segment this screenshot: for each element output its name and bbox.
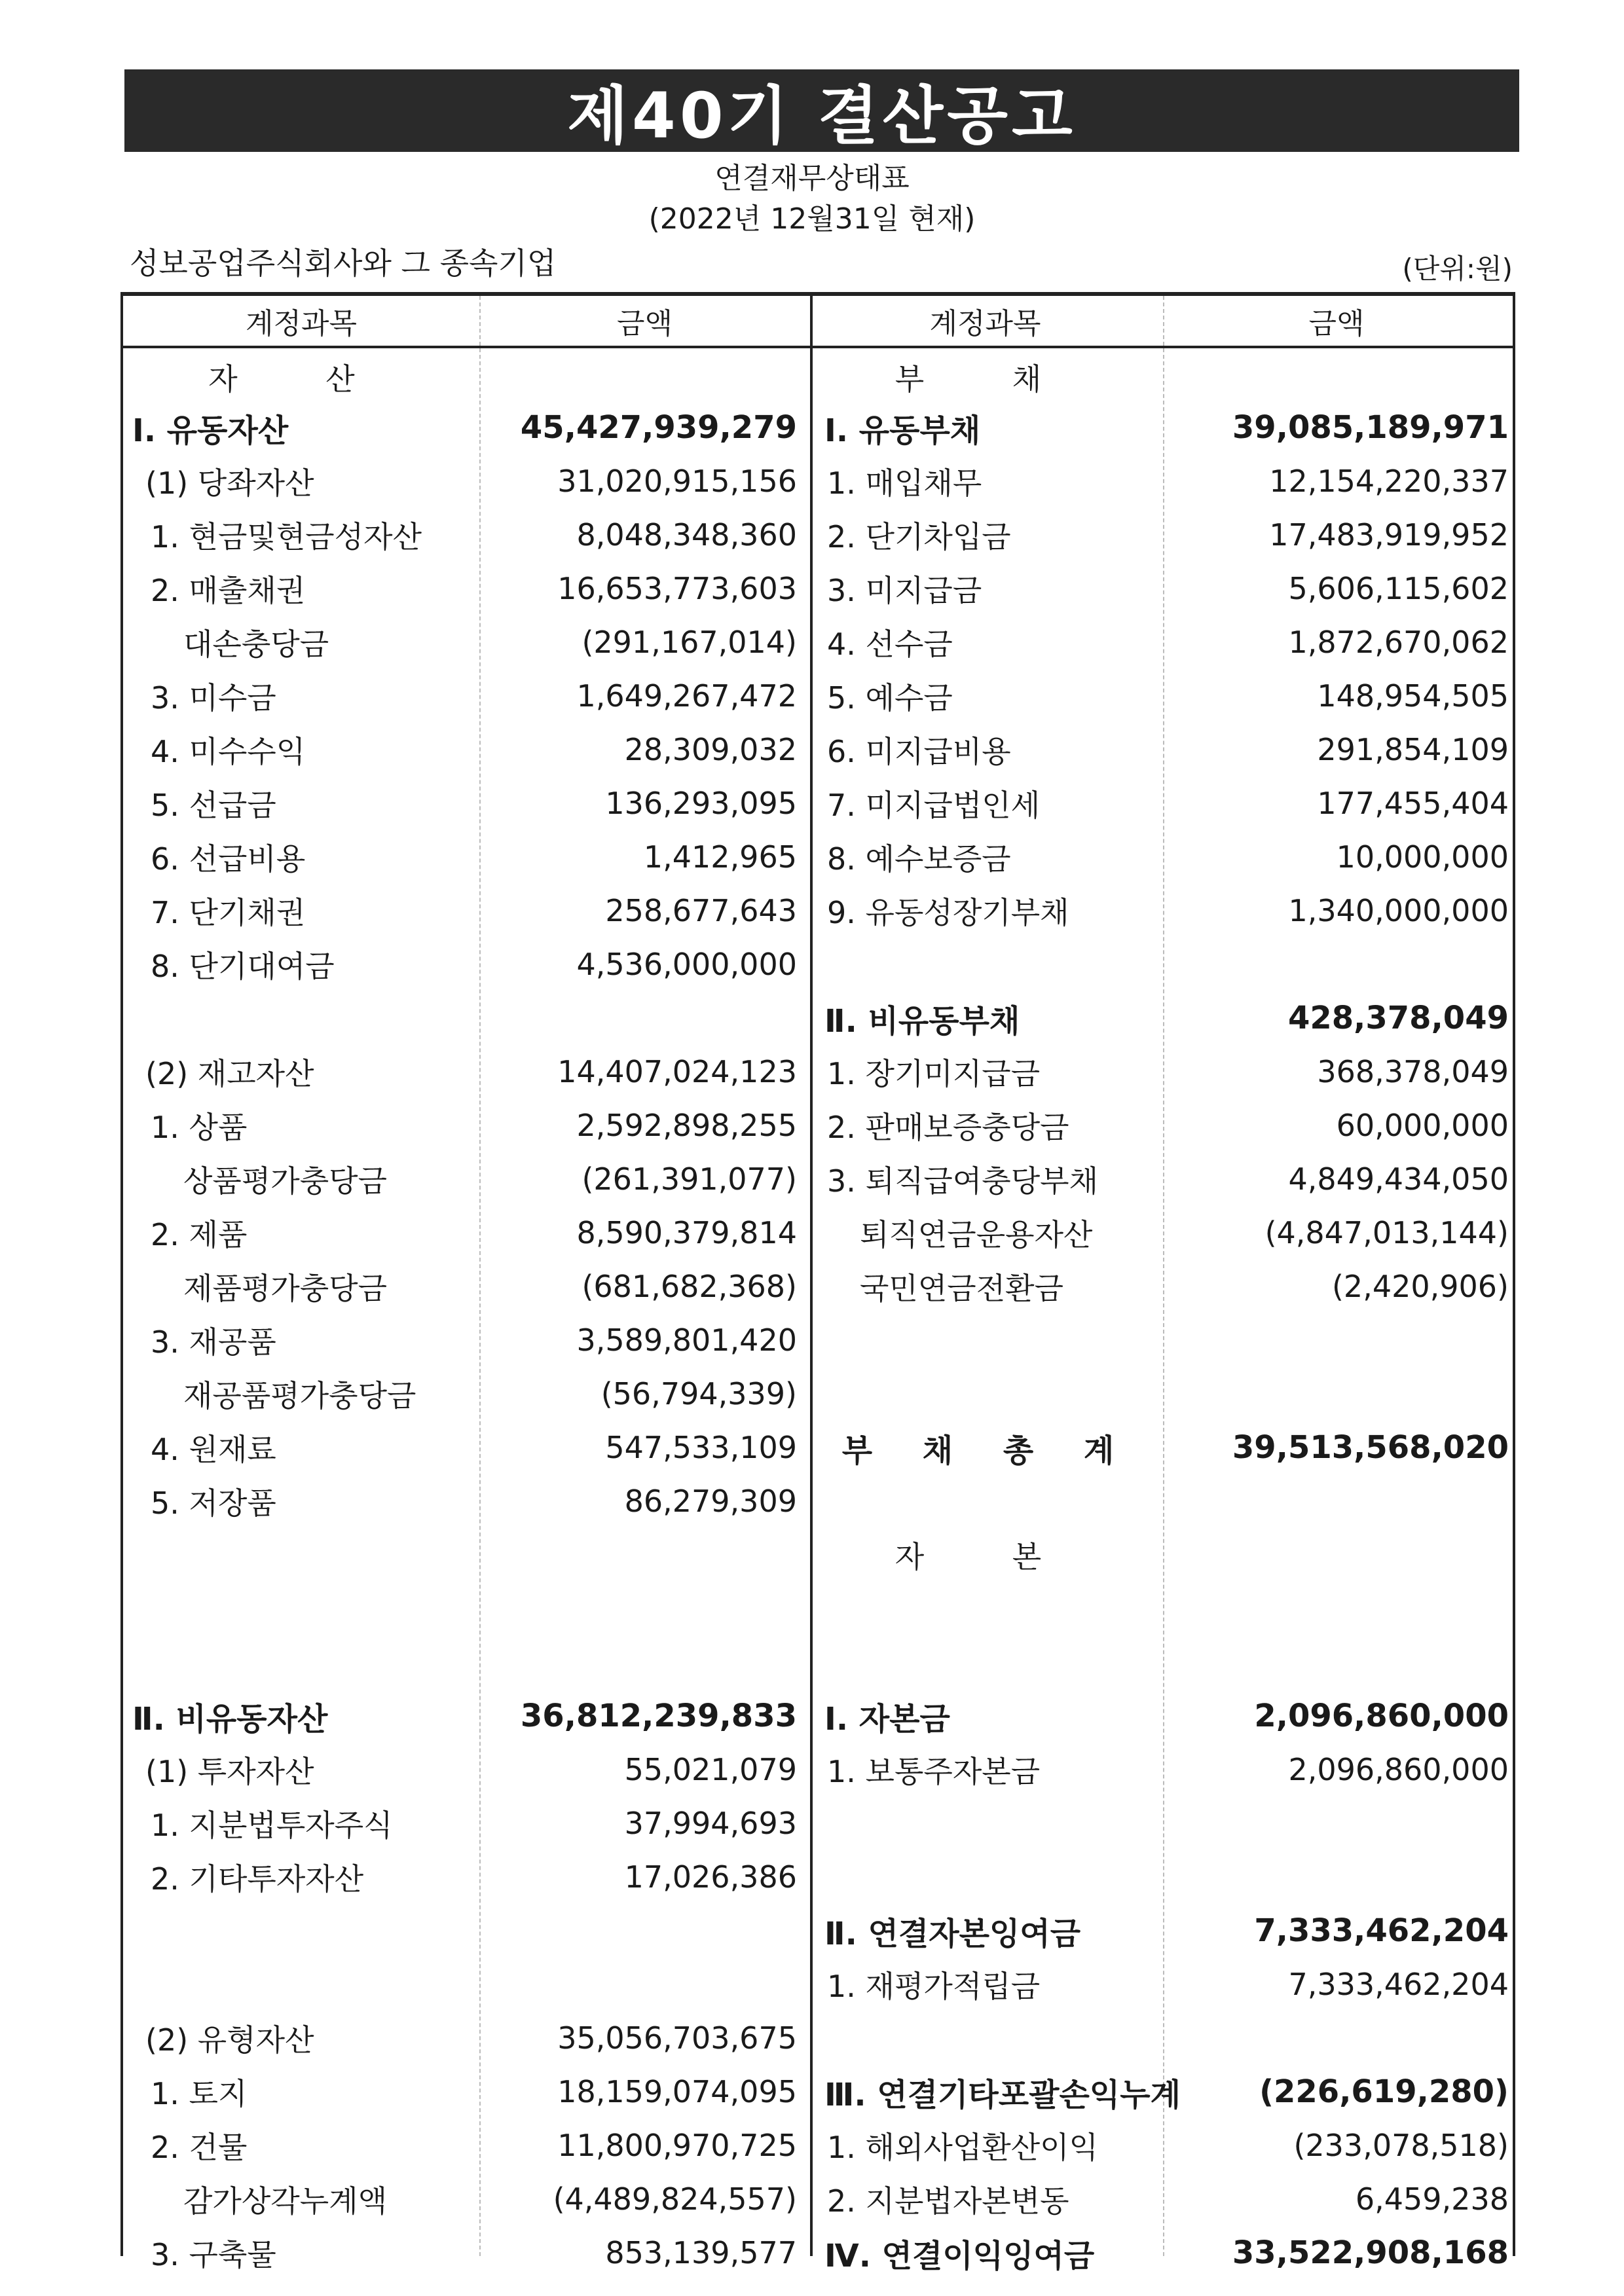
header-amount-right: 금액 [1308, 307, 1365, 340]
table-row [123, 1689, 810, 1743]
amount-value: 1,649,267,472 [576, 678, 797, 714]
table-row [123, 401, 810, 454]
account-label: 상품평가충당금 [183, 1163, 388, 1199]
amount-value: (233,078,518) [1293, 2128, 1509, 2163]
amount-value: 7,333,462,204 [1254, 1912, 1509, 1949]
amount-value: (261,391,077) [581, 1161, 797, 1197]
table-row [123, 669, 810, 723]
account-label: 3. 구축물 [151, 2237, 276, 2272]
table-row [123, 1367, 810, 1421]
amount-value: 16,653,773,603 [557, 571, 797, 606]
table-row [123, 1045, 810, 1099]
amount-value: 8,048,348,360 [576, 517, 797, 553]
amount-value: 2,592,898,255 [576, 1108, 797, 1143]
amount-value: (4,489,824,557) [553, 2181, 797, 2217]
amount-value: 60,000,000 [1336, 1108, 1509, 1143]
account-label: 3. 재공품 [151, 1324, 276, 1360]
account-label: (2) 유형자산 [145, 2022, 314, 2058]
account-label: Ⅱ. 비유동자산 [132, 1700, 328, 1738]
page-title: 제40기 결산공고 [567, 79, 1077, 153]
table-row [813, 1958, 1518, 2011]
table-row [813, 2119, 1518, 2172]
table-row [123, 1313, 810, 1367]
table-row [123, 2065, 810, 2119]
amount-value: 4,536,000,000 [576, 947, 797, 982]
amount-value: 55,021,079 [624, 1752, 797, 1787]
amount-value: 1,340,000,000 [1288, 893, 1509, 928]
table-row [123, 2119, 810, 2172]
account-label: 5. 선급금 [151, 788, 276, 823]
account-label: Ⅱ. 비유동부채 [824, 1002, 1020, 1040]
amount-value: 1,872,670,062 [1288, 625, 1509, 660]
account-label: 2. 건물 [151, 2130, 248, 2165]
account-label: 4. 미수수익 [151, 734, 306, 769]
table-row [123, 2226, 810, 2280]
amount-value: 291,854,109 [1317, 732, 1509, 767]
amount-value: (4,847,013,144) [1264, 1215, 1509, 1250]
table-row [813, 830, 1518, 884]
table-row [813, 1421, 1518, 1474]
account-label: 4. 선수금 [827, 627, 953, 662]
account-label: 1. 현금및현금성자산 [151, 519, 422, 555]
table-row [813, 1528, 1518, 1582]
account-label: 1. 매입채무 [827, 465, 982, 501]
table-row [813, 562, 1518, 615]
table-row [813, 669, 1518, 723]
amount-value: 11,800,970,725 [557, 2128, 797, 2163]
account-label: 2. 기타투자자산 [151, 1861, 364, 1897]
table-row [123, 2172, 810, 2226]
amount-value: 39,085,189,971 [1232, 409, 1509, 446]
liabilities-heading: 부 채 [895, 361, 1081, 397]
table-row [813, 991, 1518, 1045]
account-label: 4. 원재료 [151, 1432, 276, 1467]
amount-value: 17,026,386 [624, 1859, 797, 1895]
table-row [123, 1206, 810, 1260]
table-row [813, 1206, 1518, 1260]
amount-value: 86,279,309 [624, 1484, 797, 1519]
amount-value: 853,139,577 [605, 2235, 797, 2270]
company-name: 성보공업주식회사와 그 종속기업 [130, 246, 557, 281]
statement-date: (2022년 12월31일 현재) [648, 202, 976, 236]
account-label: 2. 지분법자본변동 [827, 2183, 1069, 2219]
table-row [123, 562, 810, 615]
account-label: 2. 매출채권 [151, 573, 306, 608]
table-row [123, 508, 810, 562]
account-label: 8. 예수보증금 [827, 841, 1011, 877]
account-label: 1. 재평가적립금 [827, 1969, 1041, 2004]
table-row [123, 1099, 810, 1152]
table-row [123, 1152, 810, 1206]
amount-value: 36,812,239,833 [520, 1698, 797, 1734]
amount-value: 148,954,505 [1317, 678, 1509, 714]
account-label: 부 채 총 계 [841, 1432, 1134, 1469]
table-row [813, 615, 1518, 669]
amount-value: 136,293,095 [605, 786, 797, 821]
account-label: 재공품평가충당금 [183, 1378, 416, 1413]
title-banner [124, 69, 1519, 152]
table-row [123, 1796, 810, 1850]
amount-value: 31,020,915,156 [557, 464, 797, 499]
account-label: 국민연금전환금 [860, 1271, 1064, 1306]
table-row [813, 1045, 1518, 1099]
amount-value: 39,513,568,020 [1232, 1429, 1509, 1466]
account-label: 제품평가충당금 [183, 1271, 388, 1306]
account-label: Ⅰ. 유동부채 [824, 412, 981, 449]
amount-value: 17,483,919,952 [1269, 517, 1509, 553]
table-row [813, 401, 1518, 454]
account-label: Ⅱ. 연결자본잉여금 [824, 1915, 1081, 1952]
table-row [813, 1743, 1518, 1796]
amount-value: 177,455,404 [1317, 786, 1509, 821]
account-label: 퇴직연금운용자산 [860, 1217, 1093, 1252]
table-row [813, 1689, 1518, 1743]
table-row [123, 1474, 810, 1528]
table-row [813, 1904, 1518, 1958]
amount-value: 8,590,379,814 [576, 1215, 797, 1250]
header-account-right: 계정과목 [929, 307, 1041, 340]
table-row [123, 615, 810, 669]
account-label: (2) 재고자산 [145, 1056, 314, 1091]
assets-heading: 자 산 [208, 361, 394, 397]
table-row [813, 454, 1518, 508]
table-row [123, 1743, 810, 1796]
account-label: 8. 단기대여금 [151, 949, 335, 984]
unit-label: (단위:원) [1402, 253, 1513, 285]
amount-value: 6,459,238 [1355, 2181, 1509, 2217]
account-label: (1) 당좌자산 [145, 465, 314, 501]
amount-value: 547,533,109 [605, 1430, 797, 1465]
amount-value: 7,333,462,204 [1288, 1967, 1509, 2002]
account-label: 7. 미지급법인세 [827, 788, 1041, 823]
account-label: Ⅰ. 자본금 [824, 1700, 950, 1738]
table-row [123, 1260, 810, 1313]
account-label: 3. 퇴직급여충당부채 [827, 1163, 1098, 1199]
account-label: 감가상각누계액 [183, 2183, 388, 2219]
account-label: 5. 예수금 [827, 680, 953, 716]
account-label: 6. 선급비용 [151, 841, 306, 877]
balance-sheet-table [120, 292, 1515, 2274]
statement-name: 연결재무상태표 [714, 162, 910, 195]
account-label: 2. 단기차입금 [827, 519, 1011, 555]
amount-value: (226,619,280) [1259, 2073, 1509, 2110]
amount-value: (291,167,014) [581, 625, 797, 660]
amount-value: 258,677,643 [605, 893, 797, 928]
amount-value: 12,154,220,337 [1269, 464, 1509, 499]
account-label: 1. 해외사업환산이익 [827, 2130, 1098, 2165]
table-row [123, 723, 810, 776]
account-label: 대손충당금 [183, 627, 329, 662]
amount-value: (2,420,906) [1331, 1269, 1509, 1304]
table-row [813, 2226, 1518, 2280]
amount-value: 2,096,860,000 [1254, 1698, 1509, 1734]
account-label: 3. 미지급금 [827, 573, 982, 608]
amount-value: 45,427,939,279 [520, 409, 797, 446]
account-label: Ⅰ. 유동자산 [132, 412, 289, 449]
account-label: 1. 토지 [151, 2076, 248, 2111]
amount-value: 37,994,693 [624, 1806, 797, 1841]
table-row [123, 776, 810, 830]
table-row [813, 1260, 1518, 1313]
table-row [813, 884, 1518, 938]
table-row [813, 508, 1518, 562]
table-row [123, 454, 810, 508]
account-label: 5. 저장품 [151, 1485, 276, 1521]
amount-value: 3,589,801,420 [576, 1322, 797, 1358]
table-row [813, 2065, 1518, 2119]
account-label: 3. 미수금 [151, 680, 276, 716]
amount-value: 2,096,860,000 [1288, 1752, 1509, 1787]
account-label: 2. 판매보증충당금 [827, 1110, 1069, 1145]
header-amount-left: 금액 [616, 307, 673, 340]
table-row [813, 2172, 1518, 2226]
table-row [123, 2011, 810, 2065]
account-label: 6. 미지급비용 [827, 734, 1011, 769]
account-label: 1. 장기미지급금 [827, 1056, 1041, 1091]
amount-value: 18,159,074,095 [557, 2074, 797, 2109]
amount-value: 428,378,049 [1287, 1000, 1509, 1036]
amount-value: 33,522,908,168 [1232, 2234, 1509, 2271]
amount-value: 4,849,434,050 [1288, 1161, 1509, 1197]
account-label: Ⅳ. 연결이익잉여금 [824, 2237, 1095, 2274]
account-label: 자 본 [895, 1539, 1081, 1575]
amount-value: (56,794,339) [600, 1376, 797, 1412]
account-label: (1) 투자자산 [145, 1754, 314, 1789]
account-label: 2. 제품 [151, 1217, 248, 1252]
header-account-left: 계정과목 [245, 307, 357, 340]
account-label: Ⅲ. 연결기타포괄손익누계 [824, 2076, 1181, 2113]
table-row [813, 776, 1518, 830]
table-row [813, 723, 1518, 776]
amount-value: 368,378,049 [1317, 1054, 1509, 1089]
table-row [123, 1421, 810, 1474]
amount-value: 28,309,032 [624, 732, 797, 767]
account-label: 1. 지분법투자주식 [151, 1808, 393, 1843]
amount-value: 14,407,024,123 [557, 1054, 797, 1089]
table-row [123, 884, 810, 938]
table-row [123, 1850, 810, 1904]
account-label: 7. 단기채권 [151, 895, 306, 930]
amount-value: (681,682,368) [581, 1269, 797, 1304]
table-row [813, 1099, 1518, 1152]
amount-value: 1,412,965 [643, 839, 797, 875]
table-row [123, 938, 810, 991]
account-label: 1. 상품 [151, 1110, 248, 1145]
account-label: 9. 유동성장기부채 [827, 895, 1069, 930]
table-header [123, 296, 1513, 348]
amount-value: 5,606,115,602 [1288, 571, 1509, 606]
amount-value: 35,056,703,675 [557, 2020, 797, 2056]
table-row [123, 830, 810, 884]
amount-value: 10,000,000 [1336, 839, 1509, 875]
table-row [813, 1152, 1518, 1206]
account-label: 1. 보통주자본금 [827, 1754, 1041, 1789]
